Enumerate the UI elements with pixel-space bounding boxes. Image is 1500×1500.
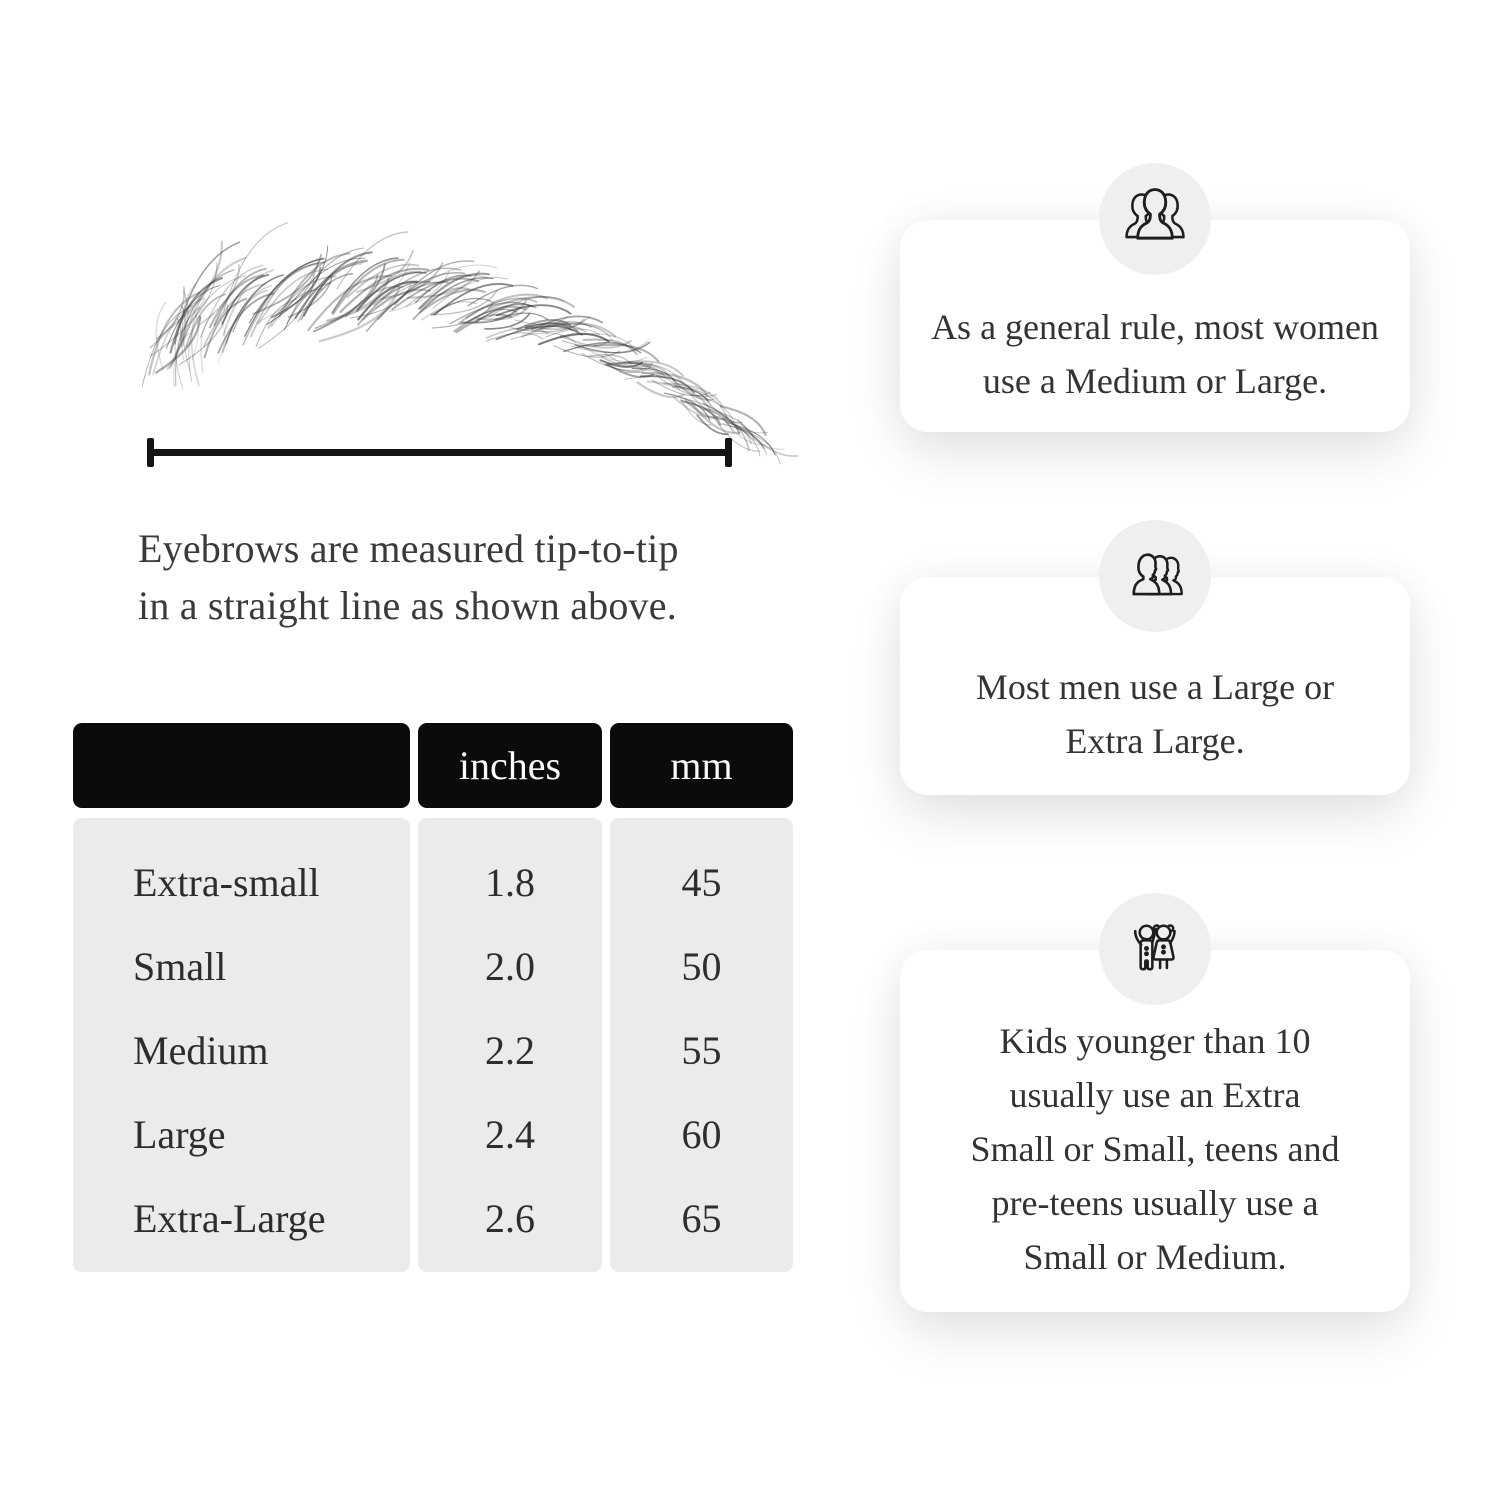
card-text-line: Most men use a Large or xyxy=(975,667,1335,707)
info-card xyxy=(900,577,1410,795)
table-cell: 45 xyxy=(681,859,722,905)
card-text-line: Extra Large. xyxy=(1065,721,1245,761)
card-text-line: usually use an Extra xyxy=(1009,1075,1301,1115)
table-cell: 60 xyxy=(681,1111,722,1157)
card-text-line: Kids younger than 10 xyxy=(999,1021,1311,1061)
table-column-mm xyxy=(610,818,793,1272)
table-cell: 2.6 xyxy=(485,1195,535,1241)
caption-line: in a straight line as shown above. xyxy=(138,583,677,628)
caption-line: Eyebrows are measured tip-to-tip xyxy=(138,526,679,571)
table-column-inches xyxy=(418,818,602,1272)
table-cell: 1.8 xyxy=(485,859,535,905)
table-cell: 2.4 xyxy=(485,1111,535,1157)
table-cell: Medium xyxy=(133,1027,269,1073)
table-header-cell: mm xyxy=(610,723,793,808)
info-card xyxy=(900,220,1410,432)
info-card xyxy=(900,950,1410,1312)
table-cell: 55 xyxy=(681,1027,722,1073)
measurement-line xyxy=(149,438,730,467)
table-cell: 2.0 xyxy=(485,943,535,989)
card-text-line: pre-teens usually use a xyxy=(991,1183,1319,1223)
table-header-cell: inches xyxy=(418,723,602,808)
card-text-line: use a Medium or Large. xyxy=(982,361,1328,401)
card-text-line: Small or Small, teens and xyxy=(970,1129,1340,1169)
size-table-header xyxy=(73,723,793,808)
card-text-line: Small or Medium. xyxy=(1023,1237,1287,1277)
table-cell: 2.2 xyxy=(485,1027,535,1073)
card-text-line: As a general rule, most women xyxy=(931,307,1379,347)
card-text xyxy=(930,950,1380,1312)
table-cell: Small xyxy=(133,943,227,989)
table-cell: 65 xyxy=(681,1195,722,1241)
card-text xyxy=(930,220,1380,432)
table-cell: 50 xyxy=(681,943,722,989)
table-header-cell xyxy=(73,723,410,808)
measurement-caption xyxy=(138,520,758,634)
table-cell: Extra-small xyxy=(133,859,320,905)
measurement-line-bar xyxy=(149,449,730,456)
table-column-size xyxy=(73,818,410,1272)
measurement-line-right-cap xyxy=(725,438,732,467)
card-text xyxy=(930,577,1380,795)
table-cell: Extra-Large xyxy=(133,1195,326,1241)
size-table-body xyxy=(73,818,793,1272)
table-cell: Large xyxy=(133,1111,226,1157)
